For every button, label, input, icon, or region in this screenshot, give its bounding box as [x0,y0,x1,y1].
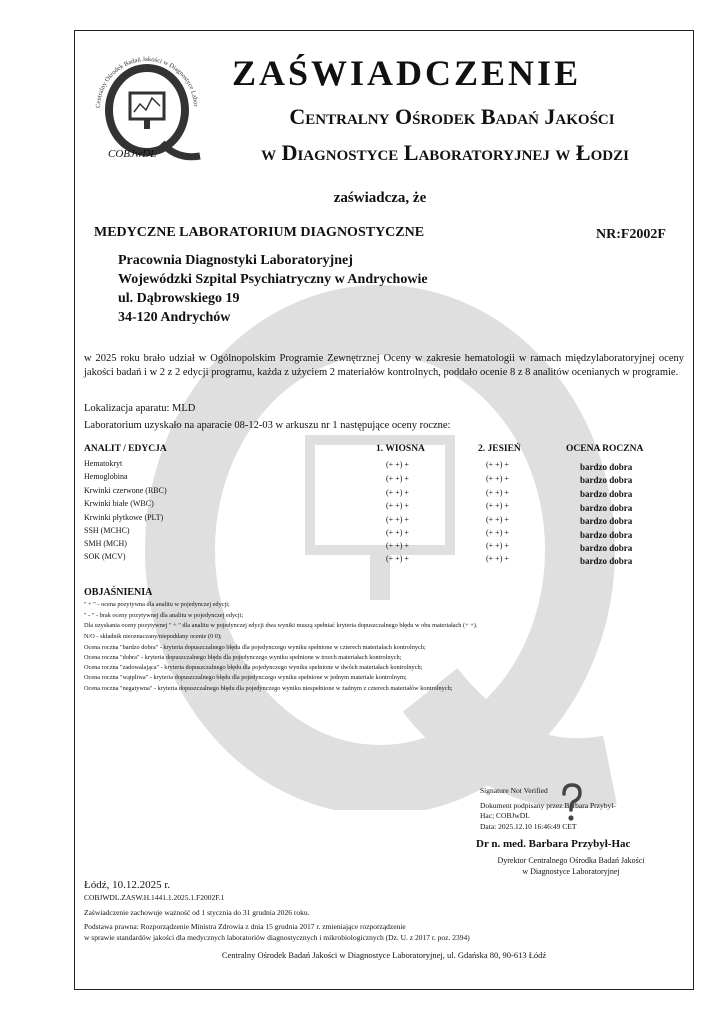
signatory-role: w Diagnostyce Laboratoryjnej [522,867,620,876]
lab-address-line: Pracownia Diagnostyki Laboratoryjnej [118,253,353,268]
table-row-edition-1: (+ +) + [386,501,409,510]
document-number: COBJWDL.ZASW.H.1441.1.2025.1.F2002F.1 [84,893,225,902]
table-row-edition-2: (+ +) + [486,528,509,537]
table-row-edition-2: (+ +) + [486,515,509,524]
table-row-analyte: Hemoglobina [84,472,128,481]
signature-signed-by: Dokument podpisany przez Barbara Przybył- [480,801,616,810]
explanation-line: Ocena roczna "dobra" - kryteria dopuszczalnego błędu dla pojedynczego wyniku spełnione w trzech materiałach kontrolnych; [84,654,402,661]
legal-basis: w sprawie standardów jakości dla medycznych laboratoriów diagnostycznych i mikrobiologicznych (Dz. U. z 2017 r. poz. 2394) [84,933,470,942]
lab-address-line: Wojewódzki Szpital Psychiatryczny w Andrychowie [118,272,428,287]
signature-date: Data: 2025.12.10 16:46:49 CET [480,822,577,831]
institution-line-2: w Diagnostyce Laboratoryjnej w Łodzi [261,140,629,165]
table-row-grade: bardzo dobra [580,530,633,540]
device-location: Lokalizacja aparatu: MLD [84,403,196,414]
lab-name: MEDYCZNE LABORATORIUM DIAGNOSTYCZNE [94,225,425,240]
table-row-edition-2: (+ +) + [486,554,509,563]
table-row-analyte: Krwinki płytkowe (PLT) [84,513,164,522]
participation-paragraph: w 2025 roku brało udział w Ogólnopolskim Programie Zewnętrznej Oceny w zakresie hematologii w ramach międzylaboratoryjnej oceny jakości badań i w 2 z 2 edycji programu, każda z użyciem 2 materiałów kontrolnych, poddało ocenie 8 z 8 analitów ocenianych w programie. [84,353,684,378]
table-row-edition-2: (+ +) + [486,474,509,483]
table-row-edition-1: (+ +) + [386,541,409,550]
signature-status: Signature Not Verified [480,786,548,795]
table-row-grade: bardzo dobra [580,503,633,513]
page-title: ZAŚWIADCZENIE [232,53,582,93]
signature-signed-by: Hac; COBJwDL [480,811,530,820]
column-header-analyte: ANALIT / EDYCJA [84,444,167,454]
table-row-grade: bardzo dobra [580,516,633,526]
lab-number: NR:F2002F [596,227,666,242]
table-row-analyte: SMH (MCH) [84,539,127,548]
table-row-analyte: Krwinki czerwone (RBC) [84,486,167,495]
table-row-edition-1: (+ +) + [386,488,409,497]
explanation-line: " - " - brak oceny pozytywnej dla analitu w pojedynczej edycji; [84,612,244,619]
table-row-edition-2: (+ +) + [486,541,509,550]
lab-address-line: ul. Dąbrowskiego 19 [118,291,240,306]
table-row-grade: bardzo dobra [580,556,633,566]
place-date: Łódź, 10.12.2025 r. [84,879,171,891]
logo-ring-text: Centralny Ośrodek Badań Jakości w Diagnostyce Labor [94,55,199,109]
table-row-edition-2: (+ +) + [486,460,509,469]
table-row-grade: bardzo dobra [580,462,633,472]
table-row-edition-1: (+ +) + [386,474,409,483]
explanation-line: Dla uzyskania oceny pozytywnej " + " dla analitu w pojedynczej edycji dwa wyniki muszą spełniać kryteria dopuszczalnego błędu w obu materiałach (+ +). [84,622,478,629]
signatory-role: Dyrektor Centralnego Ośrodka Badań Jakości [497,856,645,865]
results-intro: Laboratorium uzyskało na aparacie 08-12-03 w arkuszu nr 1 następujące oceny roczne: [84,420,451,431]
explanation-line: Ocena roczna "bardzo dobra" - kryteria dopuszczalnego błędu dla pojedynczego wyniku spełnione w czterech materiałach kontrolnych; [84,644,426,651]
footer-address: Centralny Ośrodek Badań Jakości w Diagnostyce Laboratoryjnej, ul. Gdańska 80, 90-613 Łódź [221,950,547,960]
unverified-signature-icon [556,782,586,824]
table-row-grade: bardzo dobra [580,475,633,485]
logo-caption: COBJwDL [108,148,157,160]
table-row-analyte: SOK (MCV) [84,552,126,561]
table-row-analyte: SSH (MCHC) [84,526,130,535]
table-row-analyte: Krwinki białe (WBC) [84,499,154,508]
table-row-edition-1: (+ +) + [386,554,409,563]
table-row-edition-1: (+ +) + [386,528,409,537]
column-header-annual-grade: OCENA ROCZNA [566,444,644,454]
explanation-line: N/O - składnik nieoznaczany/niepoddany ocenie (0 0); [84,633,222,640]
table-row-grade: bardzo dobra [580,543,633,553]
table-row-edition-2: (+ +) + [486,501,509,510]
table-row-analyte: Hematokryt [84,459,123,468]
explanations-title: OBJAŚNIENIA [84,587,153,598]
explanation-line: Ocena roczna "zadowalająca" - kryteria dopuszczalnego błędu dla pojedynczego wyniku spełnione w dwóch materiałach kontrolnych; [84,664,423,671]
table-row-edition-1: (+ +) + [386,460,409,469]
table-row-grade: bardzo dobra [580,489,633,499]
table-row-edition-2: (+ +) + [486,488,509,497]
certifies-text: zaświadcza, że [333,190,427,206]
signatory-name: Dr n. med. Barbara Przybył-Hac [476,838,631,850]
q-logo-watermark [130,250,633,810]
validity-note: Zaświadczenie zachowuje ważność od 1 stycznia do 31 grudnia 2026 roku. [84,908,310,917]
legal-basis: Podstawa prawna: Rozporządzenie Ministra Zdrowia z dnia 15 grudnia 2017 r. zmieniające rozporządzenie [84,922,406,931]
explanation-line: Ocena roczna "wątpliwa" - kryteria dopuszczalnego błędu dla pojedynczego wyniku spełnione w jednym materiale kontrolnym; [84,674,407,681]
column-header-edition-2: 2. JESIEŃ [478,444,521,454]
explanation-line: Ocena roczna "negatywna" - kryteria dopuszczalnego błędu dla pojedynczego wyniku niespełnione w żadnym z czterech materiałów kontrolnych; [84,685,453,692]
lab-address-line: 34-120 Andrychów [118,310,231,325]
column-header-edition-1: 1. WIOSNA [376,444,425,454]
explanation-line: " + " - ocena pozytywna dla analitu w pojedynczej edycji; [84,601,230,608]
table-row-edition-1: (+ +) + [386,515,409,524]
institution-line-1: Centralny Ośrodek Badań Jakości [289,104,615,129]
